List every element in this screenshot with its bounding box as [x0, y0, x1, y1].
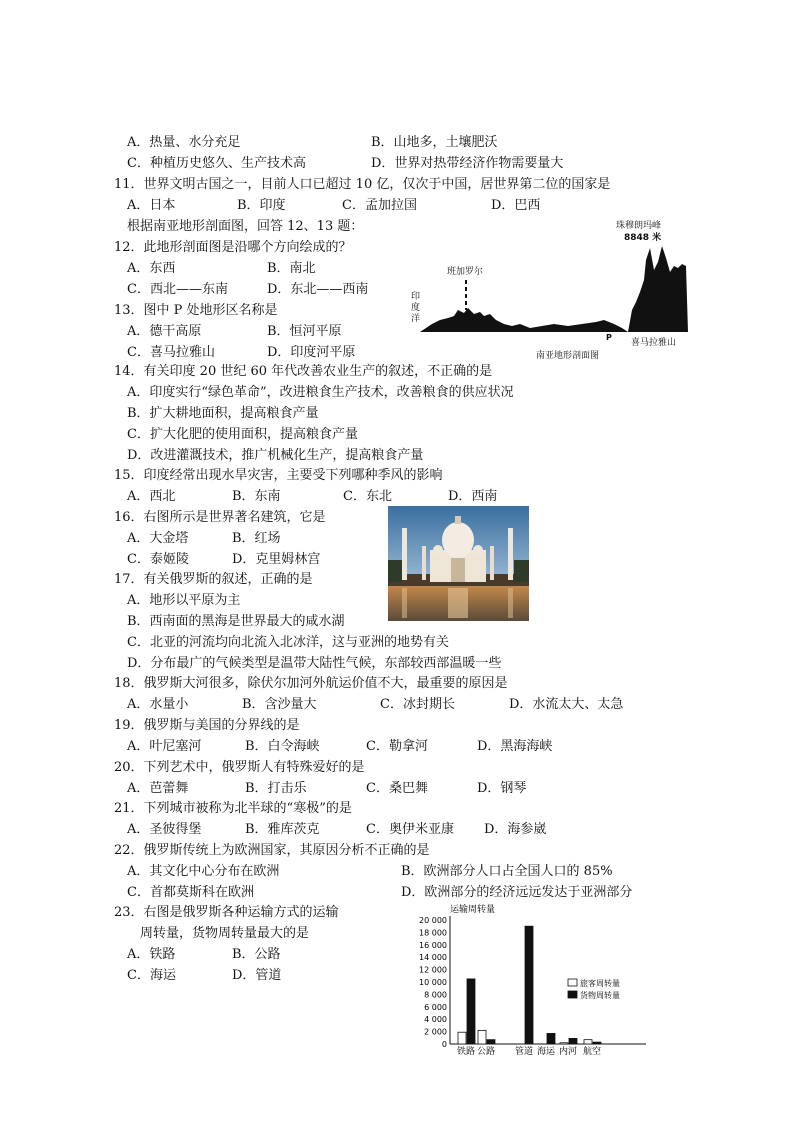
- y-tick-label: 16 000: [419, 940, 447, 950]
- y-tick-label: 20 000: [419, 916, 447, 925]
- x-category-label: 内河: [558, 1047, 578, 1057]
- q18-stem: 18．俄罗斯大河很多，除伏尔加河外航运价值不大，最重要的原因是: [114, 676, 508, 691]
- x-category-label: 海运: [536, 1047, 556, 1057]
- q21-option-a: A．圣彼得堡: [127, 822, 202, 837]
- q15-option-a: A．西北: [127, 489, 176, 504]
- y-tick-label: 2 000: [424, 1027, 447, 1037]
- q21-option-b: B．雅库茨克: [245, 822, 320, 837]
- q15-option-d: D．西南: [448, 489, 498, 504]
- q12-option-c: C．西北——东南: [127, 282, 228, 297]
- q12-option-a: A．东西: [127, 261, 176, 276]
- q19-stem: 19．俄罗斯与美国的分界线的是: [114, 718, 300, 733]
- x-category-label: 公路: [476, 1047, 496, 1057]
- q23-stem-1: 23．右图是俄罗斯各种运输方式的运输: [114, 905, 339, 920]
- y-tick-label: 6 000: [424, 1002, 447, 1012]
- q10-option-b: B．山地多，土壤肥沃: [371, 135, 498, 150]
- y-tick-label: 10 000: [419, 978, 447, 987]
- q14-stem: 14．有关印度 20 世纪 60 年代改善农业生产的叙述，不正确的是: [114, 364, 493, 379]
- q13-option-a: A．德干高原: [127, 324, 202, 339]
- x-category-label: 铁路: [456, 1047, 476, 1057]
- ocean-label: 印度洋: [411, 292, 421, 324]
- bar-freight: [547, 1033, 555, 1044]
- q16-option-a: A．大金塔: [127, 531, 189, 546]
- bar-freight: [525, 926, 533, 1044]
- q14-option-a: A．印度实行“绿色革命”，改进粮食生产技术，改善粮食的供应状况: [127, 385, 514, 400]
- q17-option-d: D．分布最广的气候类型是温带大陆性气候，东部较西部温暖一些: [127, 656, 502, 671]
- q13-option-c: C．喜马拉雅山: [127, 345, 215, 360]
- q14-option-b: B．扩大耕地面积，提高粮食产量: [127, 406, 319, 421]
- himalaya-label: 喜马拉雅山: [631, 338, 677, 348]
- q12-intro: 根据南亚地形剖面图，回答 12、13 题：: [127, 219, 364, 234]
- q11-option-c: C．孟加拉国: [342, 198, 417, 213]
- q23-option-a: A．铁路: [127, 947, 176, 962]
- q20-stem: 20．下列艺术中，俄罗斯人有特殊爱好的是: [114, 760, 365, 775]
- legend-label: 旅客周转量: [580, 979, 620, 988]
- q17-option-b: B．西南面的黑海是世界最大的咸水湖: [127, 614, 345, 629]
- q14-option-c: C．扩大化肥的使用面积，提高粮食产量: [127, 427, 358, 442]
- peak-height-label: 8848 米: [624, 233, 662, 243]
- bar-passenger: [458, 1032, 466, 1044]
- bar-passenger: [584, 1040, 592, 1044]
- q18-option-d: D．水流太大、太急: [509, 697, 624, 712]
- q12-option-d: D．东北——西南: [267, 282, 369, 297]
- q11-stem: 11．世界文明古国之一，目前人口已超过 10 亿，仅次于中国，居世界第二位的国家是: [114, 177, 611, 192]
- q19-option-b: B．白令海峡: [245, 739, 320, 754]
- q18-option-b: B．含沙量大: [242, 697, 317, 712]
- y-tick-label: 0: [441, 1040, 447, 1049]
- q15-option-b: B．东南: [232, 489, 281, 504]
- q16-option-c: C．泰姬陵: [127, 552, 189, 567]
- q15-option-c: C．东北: [343, 489, 392, 504]
- x-category-label: 管道: [514, 1047, 534, 1057]
- q21-option-c: C．奥伊米亚康: [366, 822, 454, 837]
- q10-option-d: D．世界对热带经济作物需要量大: [371, 156, 564, 171]
- q22-option-b: B．欧洲部分人口占全国人口的 85%: [401, 864, 613, 879]
- q22-option-a: A．其文化中心分布在欧洲: [127, 864, 280, 879]
- q12-option-b: B．南北: [267, 261, 316, 276]
- q19-option-d: D．黑海海峡: [477, 739, 553, 754]
- transport-turnover-chart: [412, 900, 652, 1060]
- q23-option-d: D．管道: [232, 968, 282, 983]
- q23-option-c: C．海运: [127, 968, 176, 983]
- q14-option-d: D．改进灌溉技术，推广机械化生产，提高粮食产量: [127, 448, 424, 463]
- q18-option-a: A．水量小: [127, 697, 189, 712]
- q10-option-a: A．热量、水分充足: [127, 135, 241, 150]
- chart-title: 运输周转量: [450, 905, 496, 915]
- q23-option-b: B．公路: [232, 947, 281, 962]
- bar-freight: [467, 979, 475, 1044]
- terrain-profile-diagram: [418, 240, 690, 336]
- q21-stem: 21．下列城市被称为北半球的“寒极”的是: [114, 801, 352, 816]
- bar-freight: [487, 1040, 495, 1044]
- q20-option-c: C．桑巴舞: [366, 781, 428, 796]
- q20-option-b: B．打击乐: [245, 781, 307, 796]
- q23-stem-2: 周转量，货物周转量最大的是: [140, 926, 310, 941]
- q13-stem: 13．图中 P 处地形区名称是: [114, 303, 278, 318]
- y-tick-label: 14 000: [419, 953, 447, 963]
- peak-name-label: 珠穆朗玛峰: [616, 221, 662, 231]
- q19-option-c: C．勒拿河: [366, 739, 428, 754]
- q16-option-b: B．红场: [232, 531, 281, 546]
- bar-passenger: [560, 1043, 568, 1044]
- y-tick-label: 18 000: [419, 928, 447, 938]
- q17-option-a: A．地形以平原为主: [127, 593, 241, 608]
- q11-option-d: D．巴西: [491, 198, 541, 213]
- legend-swatch: [568, 991, 577, 998]
- city-label: 班加罗尔: [447, 267, 484, 277]
- q13-option-d: D．印度河平原: [267, 345, 356, 360]
- q10-option-c: C．种植历史悠久、生产技术高: [127, 156, 306, 171]
- y-tick-label: 4 000: [424, 1015, 447, 1025]
- q19-option-a: A．叶尼塞河: [127, 739, 202, 754]
- q16-stem: 16．右图所示是世界著名建筑，它是: [114, 510, 326, 525]
- bar-freight: [593, 1042, 601, 1044]
- bar-freight: [569, 1038, 577, 1044]
- q20-option-d: D．钢琴: [477, 781, 527, 796]
- p-marker-label: P: [606, 333, 612, 342]
- q22-option-d: D．欧洲部分的经济远远发达于亚洲部分: [401, 885, 633, 900]
- chart-legend: [568, 978, 620, 1000]
- q17-option-c: C．北亚的河流均向北流入北冰洋，这与亚洲的地势有关: [127, 635, 449, 650]
- legend-swatch: [568, 979, 577, 986]
- y-tick-label: 12 000: [419, 965, 447, 975]
- q12-stem: 12．此地形剖面图是沿哪个方向绘成的？: [114, 240, 352, 255]
- legend-label: 货物周转量: [580, 991, 620, 1000]
- q20-option-a: A．芭蕾舞: [127, 781, 189, 796]
- y-tick-label: 8 000: [424, 990, 447, 1000]
- q15-stem: 15．印度经常出现水旱灾害，主要受下列哪种季风的影响: [114, 468, 443, 483]
- terrain-profile-shape: [420, 246, 688, 332]
- q22-option-c: C．首都莫斯科在欧洲: [127, 885, 254, 900]
- bar-passenger: [478, 1030, 486, 1044]
- q16-option-d: D．克里姆林宫: [232, 552, 321, 567]
- q13-option-b: B．恒河平原: [267, 324, 342, 339]
- x-category-label: 航空: [582, 1047, 602, 1057]
- q11-option-b: B．印度: [237, 198, 286, 213]
- taj-mahal-photo: [388, 506, 529, 621]
- q11-option-a: A．日本: [127, 198, 176, 213]
- q17-stem: 17．有关俄罗斯的叙述，正确的是: [114, 572, 313, 587]
- q22-stem: 22．俄罗斯传统上为欧洲国家，其原因分析不正确的是: [114, 843, 430, 858]
- profile-caption: 南亚地形剖面图: [536, 351, 600, 361]
- q21-option-d: D．海参崴: [484, 822, 547, 837]
- q18-option-c: C．冰封期长: [380, 697, 455, 712]
